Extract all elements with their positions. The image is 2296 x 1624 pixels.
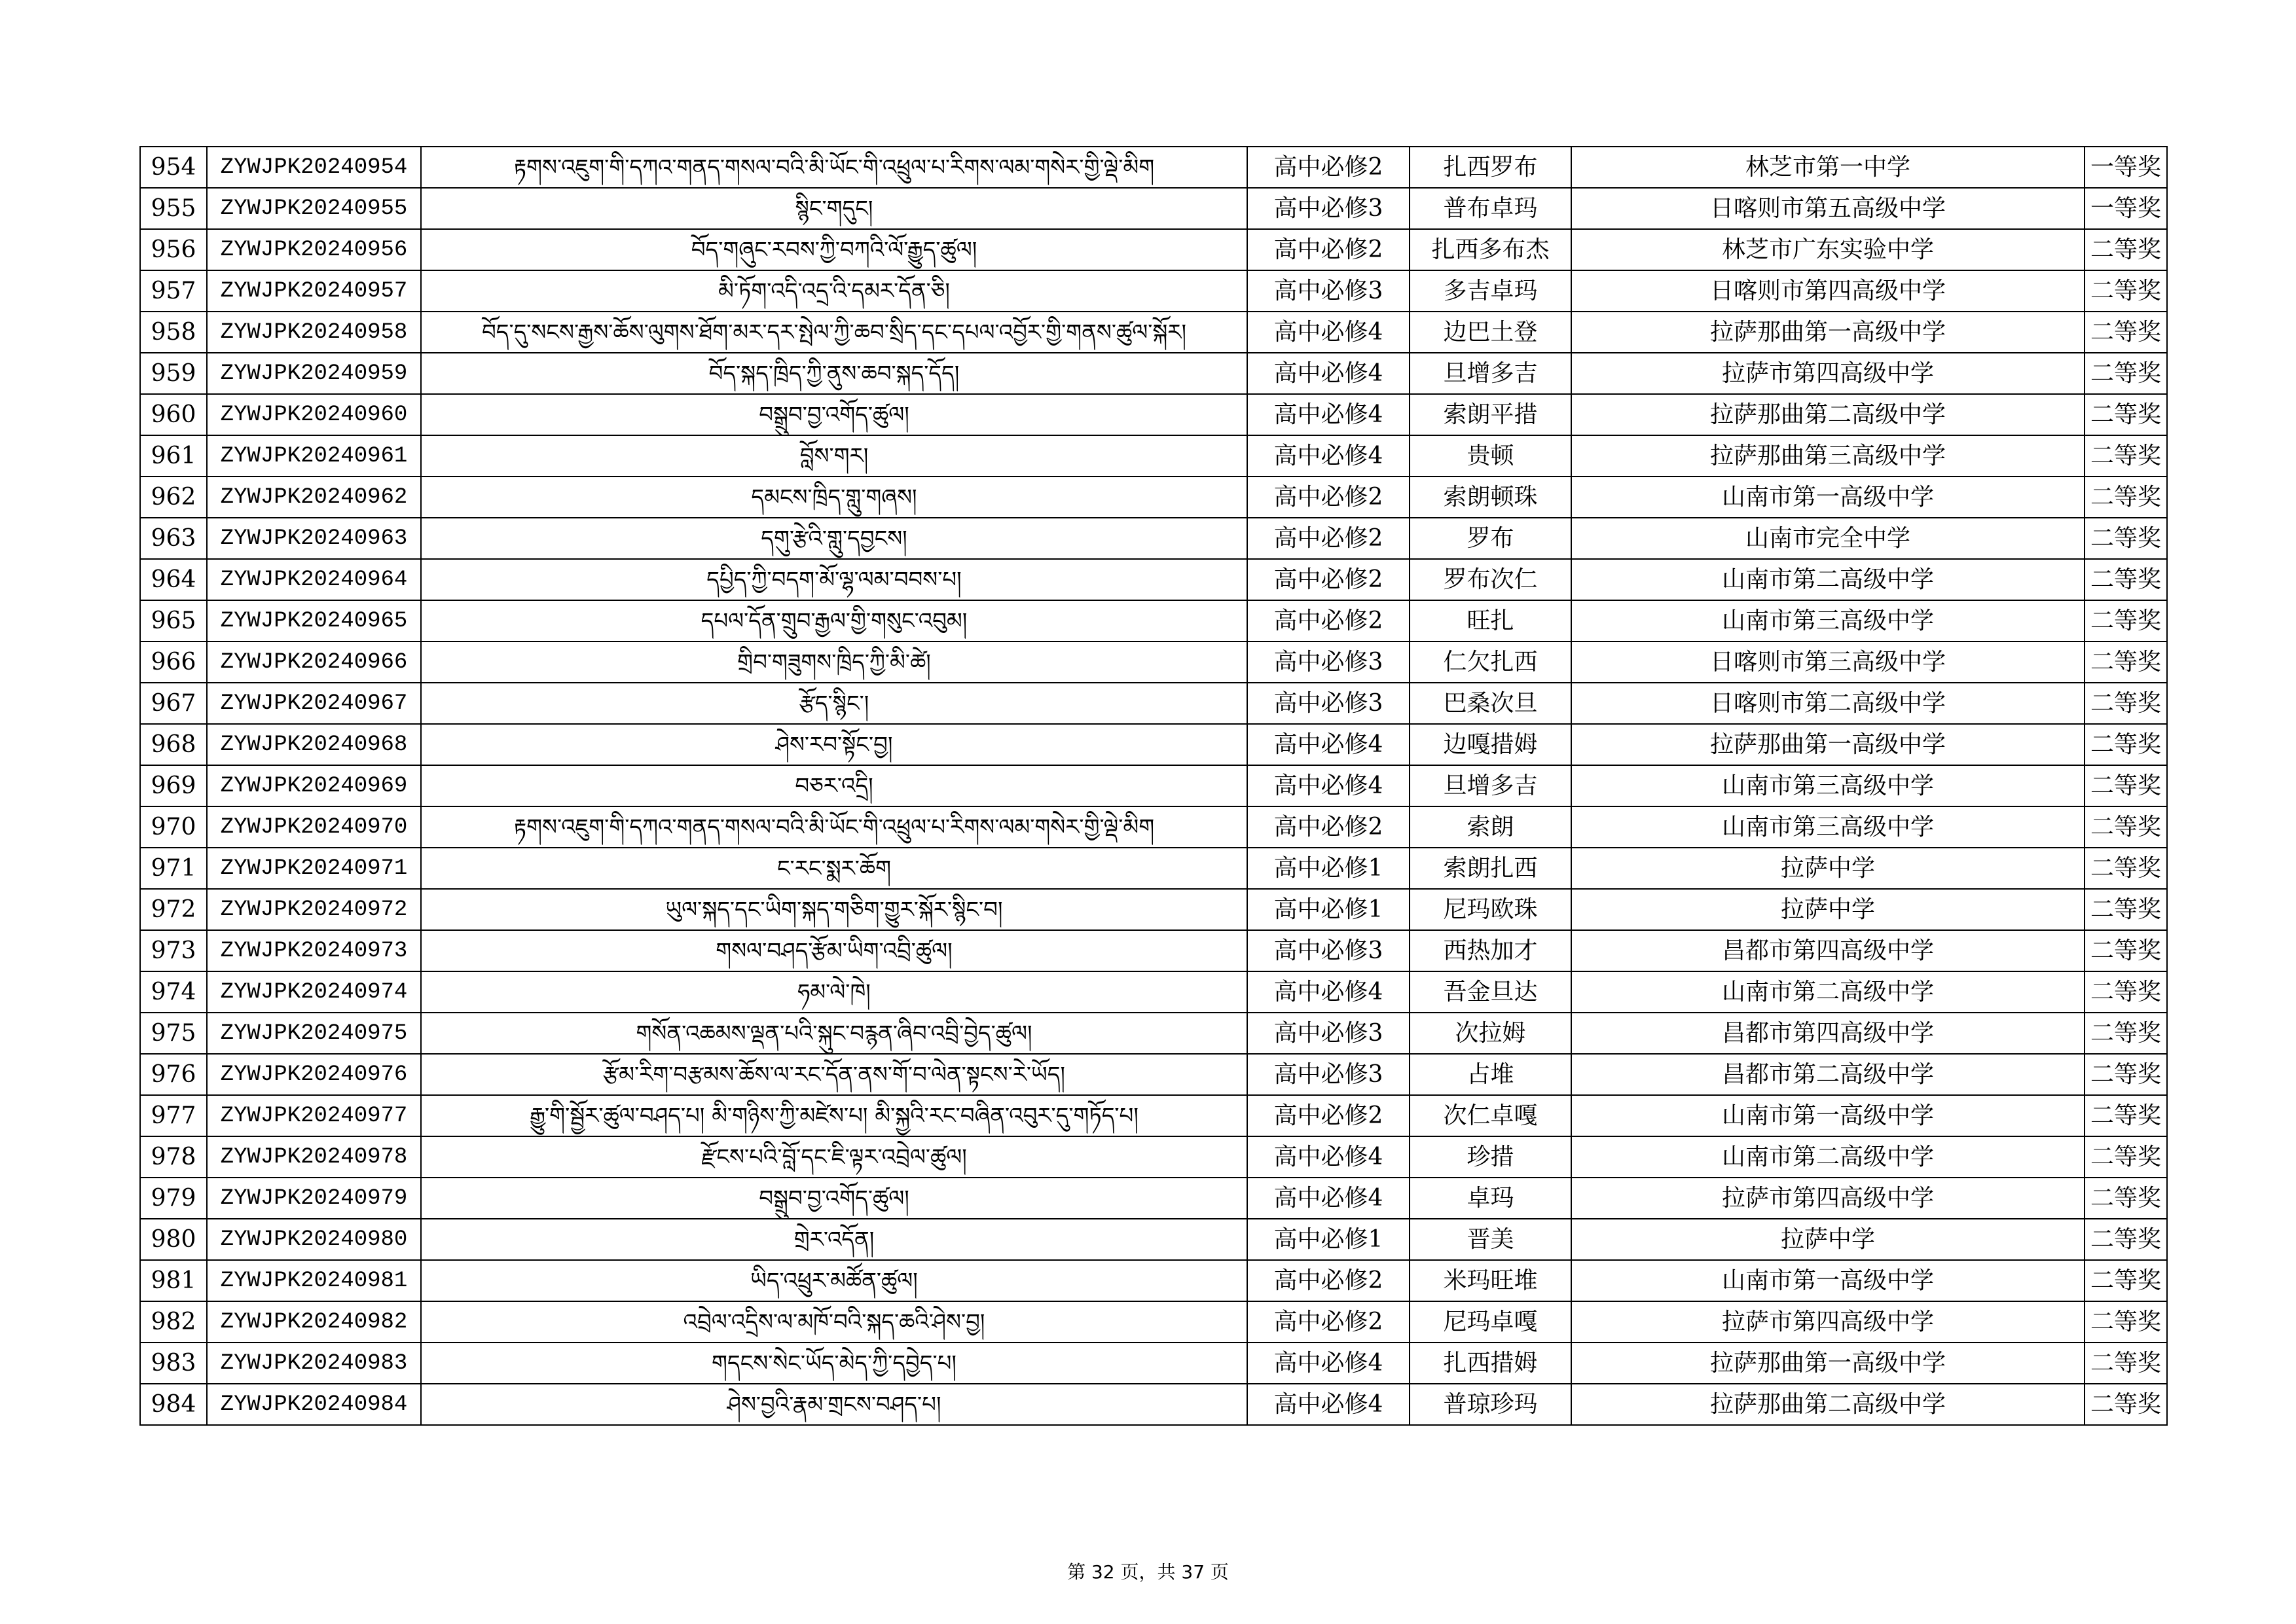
row-number: 956: [140, 229, 207, 270]
school-name: 拉萨市第四高级中学: [1571, 1301, 2085, 1343]
row-number: 980: [140, 1219, 207, 1260]
subject: 高中必修1: [1247, 889, 1410, 930]
subject: 高中必修4: [1247, 1178, 1410, 1219]
author-name: 旺扎: [1410, 600, 1571, 641]
work-title: ཡུལ་སྐད་དང་ཡིག་སྐད་གཅིག་གྱུར་སྐོར་སྙིང་བ།: [421, 889, 1247, 930]
entry-code: ZYWJPK20240975: [207, 1013, 421, 1054]
work-title: བོད་དུ་སངས་རྒྱས་ཆོས་ལུགས་ཐོག་མར་དར་སྤེལ་ཀྱི་ཆབ་སྲིད་དང་དཔལ་འབྱོར་གྱི་གནས་ཚུལ་སྐོར།: [421, 312, 1247, 353]
work-title: གདངས་སེང་ཡོད་མེད་ཀྱི་དབྱེད་པ།: [421, 1343, 1247, 1384]
entry-code: ZYWJPK20240973: [207, 930, 421, 971]
table-row: [140, 559, 2167, 600]
author-name: 珍措: [1410, 1136, 1571, 1178]
work-title: བོད་གཞུང་རབས་ཀྱི་བཀའི་ལོ་རྒྱུད་ཚུལ།: [421, 229, 1247, 270]
author-name: 普布卓玛: [1410, 188, 1571, 229]
author-name: 边巴土登: [1410, 312, 1571, 353]
entry-code: ZYWJPK20240964: [207, 559, 421, 600]
school-name: 林芝市广东实验中学: [1571, 229, 2085, 270]
row-number: 959: [140, 353, 207, 394]
subject: 高中必修2: [1247, 559, 1410, 600]
school-name: 山南市第二高级中学: [1571, 559, 2085, 600]
award-level: 二等奖: [2085, 1095, 2167, 1136]
work-title: ཤེས་བྱའི་རྣམ་གྲངས་བཤད་པ།: [421, 1384, 1247, 1425]
award-level: 二等奖: [2085, 848, 2167, 889]
table-row: [140, 435, 2167, 477]
row-number: 964: [140, 559, 207, 600]
school-name: 山南市第三高级中学: [1571, 765, 2085, 806]
work-title: རྟགས་འཇུག་གི་དཀའ་གནད་གསལ་བའི་མི་ཡོང་གི་འཕྲུལ་པ་རིགས་ལམ་གསེར་གྱི་ལྡེ་མིག: [421, 147, 1247, 188]
author-name: 米玛旺堆: [1410, 1260, 1571, 1301]
subject: 高中必修4: [1247, 353, 1410, 394]
author-name: 边嘎措姆: [1410, 724, 1571, 765]
work-title: དཔྱིད་ཀྱི་བདག་མོ་ལྷ་ལམ་བབས་པ།: [421, 559, 1247, 600]
award-level: 二等奖: [2085, 353, 2167, 394]
author-name: 次仁卓嘎: [1410, 1095, 1571, 1136]
entry-code: ZYWJPK20240980: [207, 1219, 421, 1260]
row-number: 963: [140, 518, 207, 559]
table-row: [140, 600, 2167, 641]
row-number: 972: [140, 889, 207, 930]
author-name: 尼玛欧珠: [1410, 889, 1571, 930]
subject: 高中必修2: [1247, 518, 1410, 559]
work-title: དཔལ་དོན་གྲུབ་རྒྱལ་གྱི་གསུང་འབུམ།: [421, 600, 1247, 641]
entry-code: ZYWJPK20240969: [207, 765, 421, 806]
entry-code: ZYWJPK20240972: [207, 889, 421, 930]
row-number: 969: [140, 765, 207, 806]
school-name: 拉萨那曲第二高级中学: [1571, 394, 2085, 435]
school-name: 拉萨那曲第三高级中学: [1571, 435, 2085, 477]
row-number: 954: [140, 147, 207, 188]
entry-code: ZYWJPK20240970: [207, 806, 421, 848]
author-name: 西热加才: [1410, 930, 1571, 971]
work-title: གསལ་བཤད་རྩོམ་ཡིག་འབྲི་ཚུལ།: [421, 930, 1247, 971]
school-name: 山南市完全中学: [1571, 518, 2085, 559]
school-name: 拉萨市第四高级中学: [1571, 353, 2085, 394]
subject: 高中必修3: [1247, 683, 1410, 724]
table-row: [140, 724, 2167, 765]
work-title: བློས་གར།: [421, 435, 1247, 477]
table-row: [140, 683, 2167, 724]
author-name: 罗布: [1410, 518, 1571, 559]
subject: 高中必修4: [1247, 724, 1410, 765]
school-name: 山南市第二高级中学: [1571, 971, 2085, 1013]
entry-code: ZYWJPK20240966: [207, 641, 421, 683]
table-row: [140, 1095, 2167, 1136]
subject: 高中必修4: [1247, 1136, 1410, 1178]
table-row: [140, 1136, 2167, 1178]
work-title: རྒྱུ་གི་སྦྱོར་ཚུལ་བཤད་པ། མི་གཉིས་ཀྱི་མཛེས་པ། མི་སྐྱའི་རང་བཞིན་འབུར་དུ་གཏོད་པ།: [421, 1095, 1247, 1136]
award-list-table: [139, 146, 2168, 1426]
table-row: [140, 971, 2167, 1013]
award-level: 二等奖: [2085, 229, 2167, 270]
award-level: 二等奖: [2085, 1013, 2167, 1054]
table-row: [140, 147, 2167, 188]
table-row: [140, 1054, 2167, 1095]
author-name: 卓玛: [1410, 1178, 1571, 1219]
row-number: 966: [140, 641, 207, 683]
entry-code: ZYWJPK20240977: [207, 1095, 421, 1136]
row-number: 968: [140, 724, 207, 765]
subject: 高中必修3: [1247, 188, 1410, 229]
school-name: 山南市第二高级中学: [1571, 1136, 2085, 1178]
school-name: 拉萨那曲第二高级中学: [1571, 1384, 2085, 1425]
entry-code: ZYWJPK20240984: [207, 1384, 421, 1425]
school-name: 日喀则市第五高级中学: [1571, 188, 2085, 229]
entry-code: ZYWJPK20240955: [207, 188, 421, 229]
author-name: 巴桑次旦: [1410, 683, 1571, 724]
award-level: 二等奖: [2085, 930, 2167, 971]
subject: 高中必修2: [1247, 806, 1410, 848]
subject: 高中必修4: [1247, 1384, 1410, 1425]
award-level: 二等奖: [2085, 1054, 2167, 1095]
subject: 高中必修3: [1247, 1054, 1410, 1095]
award-level: 二等奖: [2085, 724, 2167, 765]
row-number: 981: [140, 1260, 207, 1301]
row-number: 973: [140, 930, 207, 971]
row-number: 961: [140, 435, 207, 477]
table-row: [140, 930, 2167, 971]
author-name: 贵顿: [1410, 435, 1571, 477]
table-row: [140, 1219, 2167, 1260]
subject: 高中必修4: [1247, 1343, 1410, 1384]
work-title: རྩོམ་རིག་བརྩམས་ཆོས་ལ་རང་དོན་ནས་གོ་བ་ལེན་སྟངས་རེ་ཡོད།: [421, 1054, 1247, 1095]
author-name: 旦增多吉: [1410, 765, 1571, 806]
subject: 高中必修1: [1247, 1219, 1410, 1260]
award-level: 二等奖: [2085, 1301, 2167, 1343]
entry-code: ZYWJPK20240983: [207, 1343, 421, 1384]
entry-code: ZYWJPK20240979: [207, 1178, 421, 1219]
author-name: 普琼珍玛: [1410, 1384, 1571, 1425]
table-row: [140, 641, 2167, 683]
row-number: 975: [140, 1013, 207, 1054]
award-level: 二等奖: [2085, 1219, 2167, 1260]
row-number: 978: [140, 1136, 207, 1178]
row-number: 974: [140, 971, 207, 1013]
work-title: གསོན་འཆམས་ལྡན་པའི་སྐུང་བརྙན་ཞིབ་འབྲི་བྱེད་ཚུལ།: [421, 1013, 1247, 1054]
entry-code: ZYWJPK20240965: [207, 600, 421, 641]
school-name: 昌都市第四高级中学: [1571, 930, 2085, 971]
work-title: མི་ཏོག་འདི་འདྲ་འི་དམར་དོན་ཅི།: [421, 270, 1247, 312]
entry-code: ZYWJPK20240960: [207, 394, 421, 435]
row-number: 958: [140, 312, 207, 353]
row-number: 979: [140, 1178, 207, 1219]
row-number: 960: [140, 394, 207, 435]
author-name: 扎西措姆: [1410, 1343, 1571, 1384]
award-level: 二等奖: [2085, 559, 2167, 600]
subject: 高中必修2: [1247, 477, 1410, 518]
work-title: ཧམ་ལེ་ཁེ།: [421, 971, 1247, 1013]
entry-code: ZYWJPK20240963: [207, 518, 421, 559]
table-row: [140, 1260, 2167, 1301]
school-name: 山南市第一高级中学: [1571, 1095, 2085, 1136]
award-level: 二等奖: [2085, 518, 2167, 559]
table-row: [140, 806, 2167, 848]
school-name: 拉萨那曲第一高级中学: [1571, 724, 2085, 765]
work-title: བོད་སྐད་ཁྲིད་ཀྱི་ནུས་ཆབ་སྐད་དོད།: [421, 353, 1247, 394]
row-number: 984: [140, 1384, 207, 1425]
table-row: [140, 848, 2167, 889]
subject: 高中必修3: [1247, 1013, 1410, 1054]
work-title: རྩོད་སྙིང་།: [421, 683, 1247, 724]
subject: 高中必修3: [1247, 270, 1410, 312]
entry-code: ZYWJPK20240962: [207, 477, 421, 518]
award-level: 二等奖: [2085, 1136, 2167, 1178]
table-row: [140, 270, 2167, 312]
table-row: [140, 1384, 2167, 1425]
subject: 高中必修2: [1247, 1301, 1410, 1343]
row-number: 971: [140, 848, 207, 889]
entry-code: ZYWJPK20240978: [207, 1136, 421, 1178]
school-name: 日喀则市第二高级中学: [1571, 683, 2085, 724]
award-level: 一等奖: [2085, 147, 2167, 188]
table-row: [140, 518, 2167, 559]
table-row: [140, 229, 2167, 270]
school-name: 拉萨中学: [1571, 889, 2085, 930]
work-title: བཅར་འདྲི།: [421, 765, 1247, 806]
row-number: 962: [140, 477, 207, 518]
subject: 高中必修1: [1247, 848, 1410, 889]
work-title: དགུ་རྩེའི་གླུ་དབྱངས།: [421, 518, 1247, 559]
author-name: 占堆: [1410, 1054, 1571, 1095]
school-name: 日喀则市第四高级中学: [1571, 270, 2085, 312]
school-name: 林芝市第一中学: [1571, 147, 2085, 188]
author-name: 索朗: [1410, 806, 1571, 848]
author-name: 扎西罗布: [1410, 147, 1571, 188]
row-number: 955: [140, 188, 207, 229]
award-level: 二等奖: [2085, 435, 2167, 477]
school-name: 昌都市第四高级中学: [1571, 1013, 2085, 1054]
row-number: 965: [140, 600, 207, 641]
entry-code: ZYWJPK20240968: [207, 724, 421, 765]
work-title: ང་རང་སྨར་ཆོག: [421, 848, 1247, 889]
award-level: 二等奖: [2085, 394, 2167, 435]
work-title: ཡིད་འཕྲུར་མཚོན་ཚུལ།: [421, 1260, 1247, 1301]
subject: 高中必修3: [1247, 641, 1410, 683]
table-row: [140, 312, 2167, 353]
award-level: 一等奖: [2085, 188, 2167, 229]
work-title: རྟགས་འཇུག་གི་དཀའ་གནད་གསལ་བའི་མི་ཡོང་གི་འཕྲུལ་པ་རིགས་ལམ་གསེར་གྱི་ལྡེ་མིག: [421, 806, 1247, 848]
author-name: 吾金旦达: [1410, 971, 1571, 1013]
award-level: 二等奖: [2085, 806, 2167, 848]
school-name: 山南市第一高级中学: [1571, 1260, 2085, 1301]
work-title: རྫོངས་པའི་བློ་དང་ཇི་ལྟར་འབྲེལ་ཚུལ།: [421, 1136, 1247, 1178]
table-body: [140, 147, 2167, 1425]
subject: 高中必修2: [1247, 1095, 1410, 1136]
school-name: 山南市第三高级中学: [1571, 806, 2085, 848]
author-name: 扎西多布杰: [1410, 229, 1571, 270]
row-number: 967: [140, 683, 207, 724]
subject: 高中必修2: [1247, 147, 1410, 188]
row-number: 957: [140, 270, 207, 312]
award-level: 二等奖: [2085, 600, 2167, 641]
work-title: འབྲེལ་འདྲིས་ལ་མཁོ་བའི་སྐད་ཆའི་ཤེས་བྱ།: [421, 1301, 1247, 1343]
table-row: [140, 889, 2167, 930]
work-title: གྲིབ་གཟུགས་ཁྲིད་ཀྱི་མི་ཚེ།: [421, 641, 1247, 683]
table-row: [140, 1013, 2167, 1054]
author-name: 索朗平措: [1410, 394, 1571, 435]
school-name: 拉萨中学: [1571, 848, 2085, 889]
subject: 高中必修4: [1247, 971, 1410, 1013]
entry-code: ZYWJPK20240956: [207, 229, 421, 270]
school-name: 日喀则市第三高级中学: [1571, 641, 2085, 683]
award-level: 二等奖: [2085, 1384, 2167, 1425]
award-level: 二等奖: [2085, 312, 2167, 353]
author-name: 晋美: [1410, 1219, 1571, 1260]
entry-code: ZYWJPK20240958: [207, 312, 421, 353]
award-level: 二等奖: [2085, 477, 2167, 518]
entry-code: ZYWJPK20240976: [207, 1054, 421, 1095]
author-name: 次拉姆: [1410, 1013, 1571, 1054]
entry-code: ZYWJPK20240971: [207, 848, 421, 889]
award-level: 二等奖: [2085, 971, 2167, 1013]
entry-code: ZYWJPK20240959: [207, 353, 421, 394]
table-row: [140, 477, 2167, 518]
award-level: 二等奖: [2085, 1260, 2167, 1301]
row-number: 983: [140, 1343, 207, 1384]
entry-code: ZYWJPK20240961: [207, 435, 421, 477]
award-level: 二等奖: [2085, 1343, 2167, 1384]
work-title: བསྒྲུབ་བྱ་འགོད་ཚུལ།: [421, 394, 1247, 435]
row-number: 970: [140, 806, 207, 848]
entry-code: ZYWJPK20240957: [207, 270, 421, 312]
work-title: གྲེར་འདོན།: [421, 1219, 1247, 1260]
school-name: 拉萨那曲第一高级中学: [1571, 312, 2085, 353]
table-row: [140, 353, 2167, 394]
entry-code: ZYWJPK20240981: [207, 1260, 421, 1301]
award-level: 二等奖: [2085, 1178, 2167, 1219]
table-row: [140, 765, 2167, 806]
entry-code: ZYWJPK20240974: [207, 971, 421, 1013]
entry-code: ZYWJPK20240967: [207, 683, 421, 724]
subject: 高中必修2: [1247, 229, 1410, 270]
author-name: 罗布次仁: [1410, 559, 1571, 600]
subject: 高中必修4: [1247, 765, 1410, 806]
work-title: བསྒྲུབ་བྱ་འགོད་ཚུལ།: [421, 1178, 1247, 1219]
award-level: 二等奖: [2085, 889, 2167, 930]
work-title: ཤེས་རབ་སྟོང་བྱ།: [421, 724, 1247, 765]
subject: 高中必修2: [1247, 1260, 1410, 1301]
work-title: སྙིང་གདུང།: [421, 188, 1247, 229]
author-name: 索朗顿珠: [1410, 477, 1571, 518]
school-name: 拉萨中学: [1571, 1219, 2085, 1260]
row-number: 982: [140, 1301, 207, 1343]
subject: 高中必修2: [1247, 600, 1410, 641]
entry-code: ZYWJPK20240982: [207, 1301, 421, 1343]
row-number: 977: [140, 1095, 207, 1136]
entry-code: ZYWJPK20240954: [207, 147, 421, 188]
table-row: [140, 1343, 2167, 1384]
subject: 高中必修3: [1247, 930, 1410, 971]
school-name: 拉萨那曲第一高级中学: [1571, 1343, 2085, 1384]
author-name: 仁欠扎西: [1410, 641, 1571, 683]
author-name: 多吉卓玛: [1410, 270, 1571, 312]
school-name: 昌都市第二高级中学: [1571, 1054, 2085, 1095]
author-name: 索朗扎西: [1410, 848, 1571, 889]
school-name: 拉萨市第四高级中学: [1571, 1178, 2085, 1219]
subject: 高中必修4: [1247, 394, 1410, 435]
table-row: [140, 394, 2167, 435]
school-name: 山南市第一高级中学: [1571, 477, 2085, 518]
table-row: [140, 1178, 2167, 1219]
award-level: 二等奖: [2085, 270, 2167, 312]
page-footer: 第 32 页，共 37 页: [1067, 1561, 1229, 1583]
award-level: 二等奖: [2085, 765, 2167, 806]
subject: 高中必修4: [1247, 312, 1410, 353]
table-row: [140, 1301, 2167, 1343]
author-name: 旦增多吉: [1410, 353, 1571, 394]
author-name: 尼玛卓嘎: [1410, 1301, 1571, 1343]
award-level: 二等奖: [2085, 641, 2167, 683]
work-title: དམངས་ཁྲིད་གླུ་གཞས།: [421, 477, 1247, 518]
award-level: 二等奖: [2085, 683, 2167, 724]
school-name: 山南市第三高级中学: [1571, 600, 2085, 641]
row-number: 976: [140, 1054, 207, 1095]
table-row: [140, 188, 2167, 229]
subject: 高中必修4: [1247, 435, 1410, 477]
